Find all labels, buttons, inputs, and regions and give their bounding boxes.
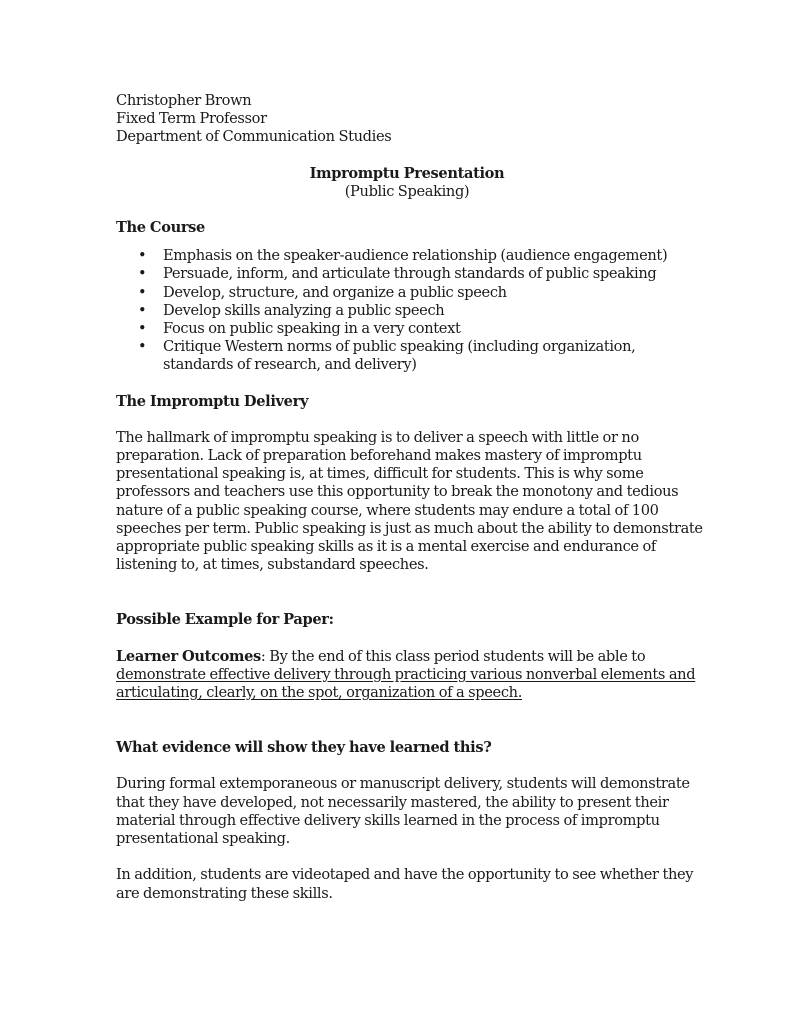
document-title: Impromptu Presentation (309, 164, 505, 182)
title-block (116, 165, 676, 201)
bullet-icon: • (138, 283, 147, 301)
delivery-paragraph: The hallmark of impromptu speaking is to deliver a speech with little or no preparation. Lack of preparation beforehand makes mastery of impromptu presentational speaking is, at times, difficult for students. This is why some professors and teachers use this opportunity to break the monotony and tedious nature of a public speaking course, where students may endure a total of 100 speeches per term. Public speaking is just as much about the ability to demonstrate appropriate public speaking skills as it is a mental exercise and endurance of listening to, at times, substandard speeches. (116, 428, 703, 574)
document-subtitle: (Public Speaking) (344, 182, 470, 200)
evidence-heading: What evidence will show they have learned this? (116, 739, 492, 757)
list-item: • Emphasis on the speaker-audience relationship (audience engagement) (138, 247, 668, 265)
learner-outcomes-underlined: articulating, clearly, on the spot, organization of a speech. (116, 684, 522, 702)
bullet-icon: • (138, 320, 147, 338)
example-heading: Possible Example for Paper: (116, 611, 334, 629)
learner-outcomes-paragraph (116, 647, 696, 703)
bullet-icon: • (138, 338, 147, 356)
list-item: • Critique Western norms of public speaking (including organization, standards of research, and delivery) (138, 338, 636, 374)
bullet-icon: • (138, 247, 147, 265)
course-heading: The Course (116, 219, 205, 237)
list-item: • Develop, structure, and organize a public speech (138, 283, 507, 301)
author-block (116, 92, 676, 147)
delivery-heading: The Impromptu Delivery (116, 392, 309, 410)
evidence-paragraph-1: During formal extemporaneous or manuscript delivery, students will demonstrate that they have developed, not necessarily mastered, the ability to present their material through effective delivery skills learned in the process of impromptu presentational speaking. (116, 775, 690, 848)
course-bullet-list (116, 247, 676, 374)
list-item: • Focus on public speaking in a very context (138, 320, 461, 338)
author-position: Fixed Term Professor (116, 110, 267, 128)
learner-outcomes-label: Learner Outcomes (116, 647, 261, 665)
author-name: Christopher Brown (116, 92, 252, 109)
list-item: • Persuade, inform, and articulate through standards of public speaking (138, 265, 657, 283)
author-department: Department of Communication Studies (116, 128, 392, 146)
evidence-paragraph-2: In addition, students are videotaped and have the opportunity to see whether they are demonstrating these skills. (116, 866, 694, 902)
bullet-icon: • (138, 301, 147, 319)
bullet-icon: • (138, 265, 147, 283)
document-page (116, 92, 703, 903)
learner-outcomes-intro: : By the end of this class period students will be able to (260, 647, 646, 665)
list-item: • Develop skills analyzing a public speech (138, 301, 445, 319)
learner-outcomes-underlined: demonstrate effective delivery through practicing various nonverbal elements and (116, 665, 696, 683)
